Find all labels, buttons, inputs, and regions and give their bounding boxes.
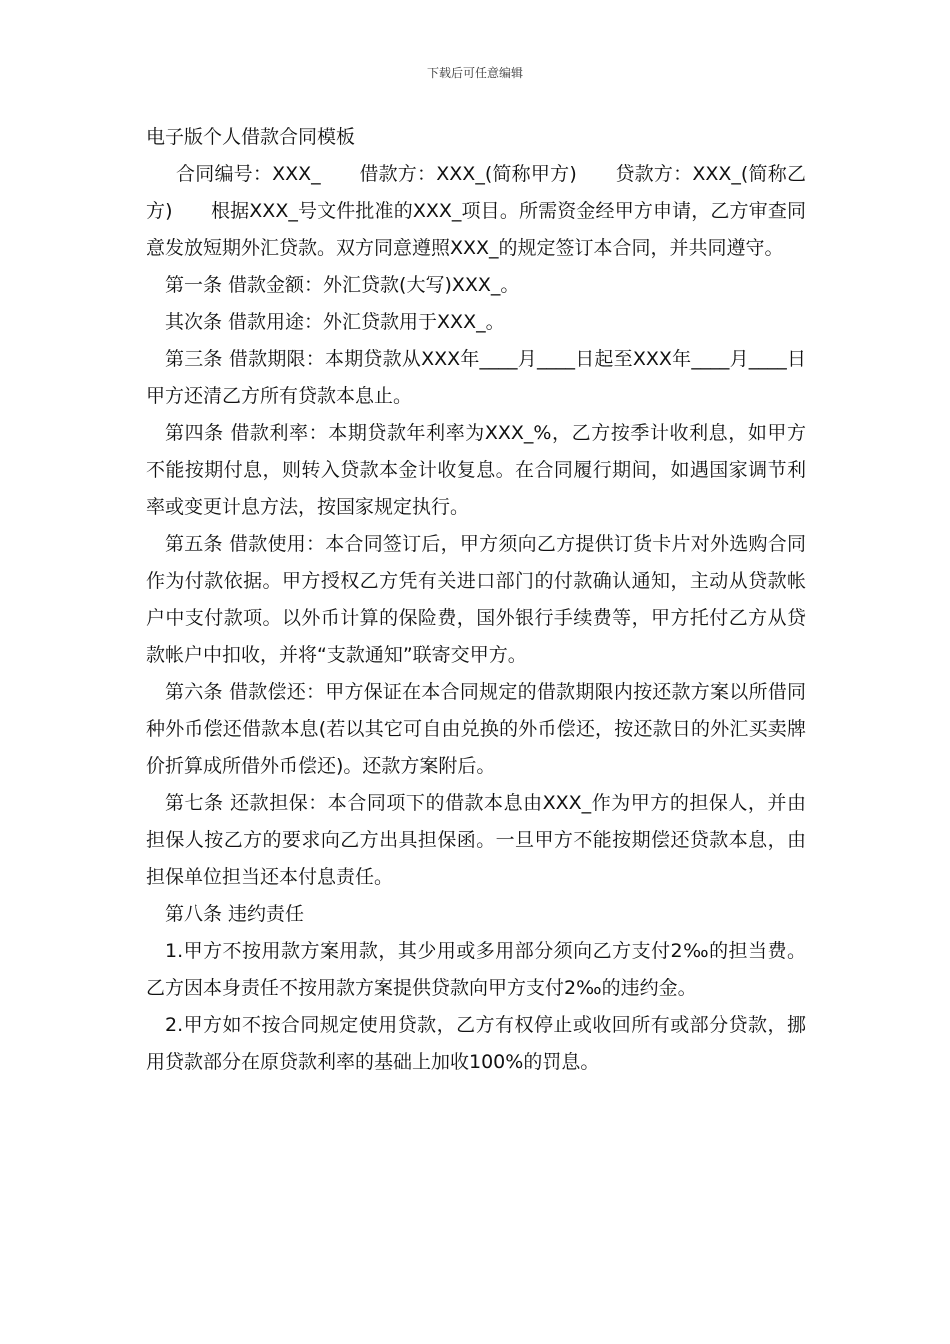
page-header: 下载后可任意编辑	[426, 66, 523, 80]
paragraph-article-3: 第三条 借款期限：本期贷款从XXX年____月____日起至XXX年____月____日甲方还清乙方所有贷款本息止。	[146, 348, 806, 407]
paragraph-article-7: 第七条 还款担保：本合同项下的借款本息由XXX_作为甲方的担保人，并由担保人按乙方的要求向乙方出具担保函。一旦甲方不能按期偿还贷款本息，由担保单位担当还本付息责任。	[146, 792, 806, 888]
document-title: 电子版个人借款合同模板	[146, 126, 356, 148]
paragraph-contract-info: 合同编号：XXX_ 借款方：XXX_(简称甲方) 贷款方：XXX_(简称乙方) 根据XXX_号文件批准的XXX_项目。所需资金经甲方申请，乙方审查同意发放短期外汇贷款。双方同意遵照XXX_的规定签订本合同，并共同遵守。	[146, 163, 806, 259]
document-body	[146, 118, 806, 1081]
paragraph-article-6: 第六条 借款偿还：甲方保证在本合同规定的借款期限内按还款方案以所借同种外币偿还借款本息(若以其它可自由兑换的外币偿还，按还款日的外汇买卖牌价折算成所借外币偿还)。还款方案附后。	[146, 681, 806, 777]
paragraph-article-8-heading: 第八条 违约责任	[165, 903, 305, 925]
paragraph-article-5: 第五条 借款使用：本合同签订后，甲方须向乙方提供订货卡片对外选购合同作为付款依据。甲方授权乙方凭有关进口部门的付款确认通知，主动从贷款帐户中支付款项。以外币计算的保险费，国外银行手续费等，甲方托付乙方从贷款帐户中扣收，并将“支款通知”联寄交甲方。	[146, 533, 806, 666]
paragraph-article-8-item-1: 1.甲方不按用款方案用款，其少用或多用部分须向乙方支付2‰的担当费。乙方因本身责任不按用款方案提供贷款向甲方支付2‰的违约金。	[146, 940, 806, 999]
paragraph-article-8-item-2: 2.甲方如不按合同规定使用贷款，乙方有权停止或收回所有或部分贷款，挪用贷款部分在原贷款利率的基础上加收100%的罚息。	[146, 1014, 806, 1073]
paragraph-article-2: 其次条 借款用途：外汇贷款用于XXX_。	[165, 311, 505, 333]
paragraph-article-1: 第一条 借款金额：外汇贷款(大写)XXX_。	[165, 274, 520, 296]
paragraph-article-4: 第四条 借款利率：本期贷款年利率为XXX_%，乙方按季计收利息，如甲方不能按期付息，则转入贷款本金计收复息。在合同履行期间，如遇国家调节利率或变更计息方法，按国家规定执行。	[146, 422, 806, 518]
